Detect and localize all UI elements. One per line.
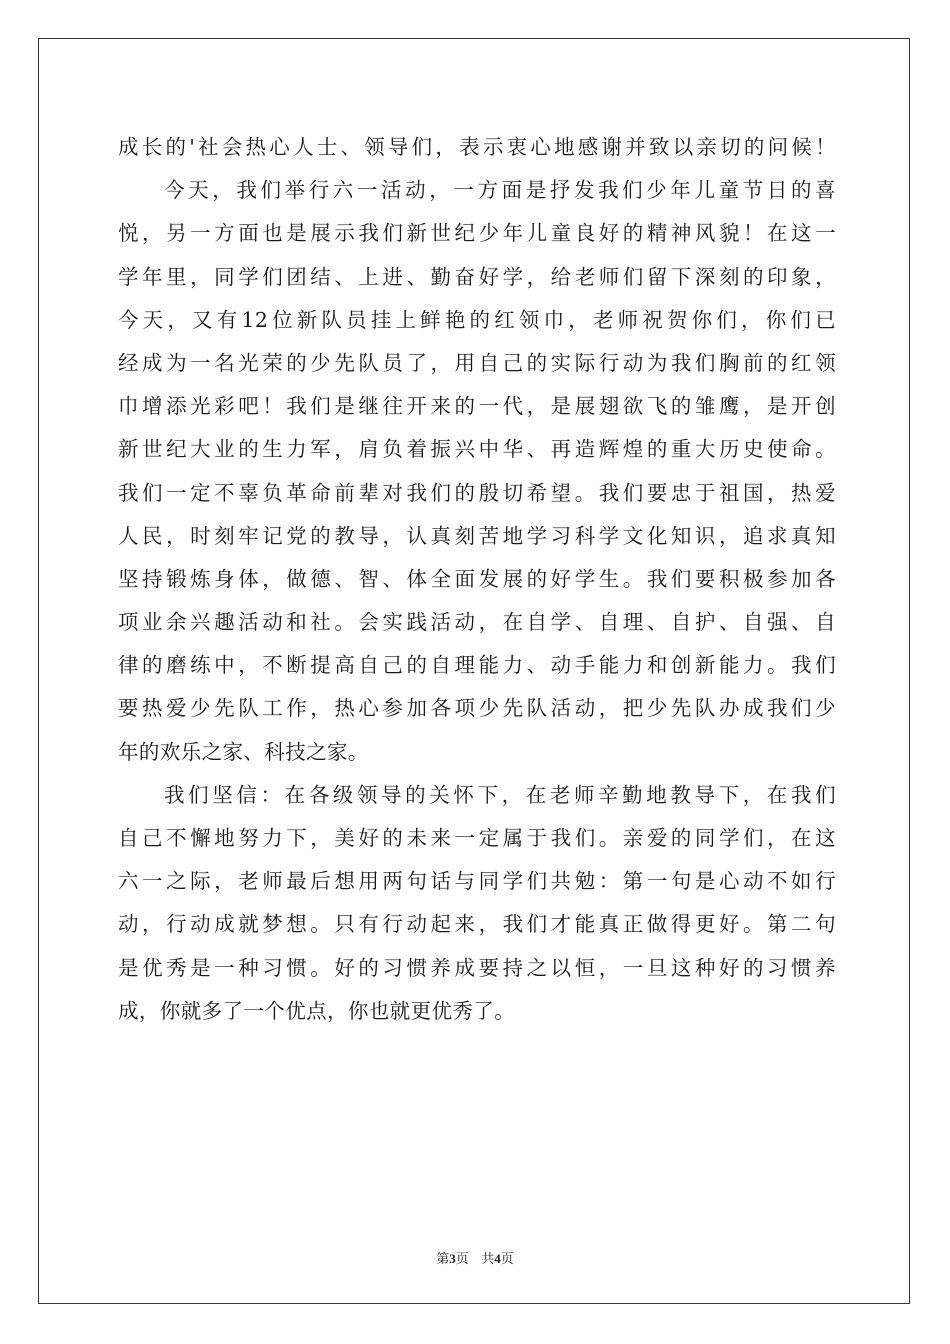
text-line: 要热爱少先队工作，热心参加各项少先队活动，把少先队办成我们少: [118, 696, 836, 721]
text-line: 律的磨练中，不断提高自己的自理能力、动手能力和创新能力。我们: [118, 653, 836, 678]
text-line: 成，你就多了一个优点，你也就更优秀了。: [118, 998, 516, 1023]
text-line: 六一之际，老师最后想用两句话与同学们共勉：第一句是心动不如行: [118, 869, 836, 894]
text-line: 成长的'社会热心人士、领导们，表示衷心地感谢并致以亲切的问候！: [118, 135, 836, 159]
page-number: 3: [449, 1251, 456, 1266]
total-suffix: 页: [500, 1252, 514, 1267]
text-line: 年的欢乐之家、科技之家。: [118, 739, 369, 764]
text-line: 学年里，同学们团结、上进、勤奋好学，给老师们留下深刻的印象，: [118, 264, 836, 289]
text-line: 坚持锻炼身体，做德、智、体全面发展的好学生。我们要积极参加各: [118, 566, 836, 591]
text-line: 我们一定不辜负革命前辈对我们的殷切希望。我们要忠于祖国，热爱: [118, 480, 836, 505]
text-line: 是优秀是一种习惯。好的习惯养成要持之以恒，一旦这种好的习惯养: [118, 955, 836, 980]
page-footer: [0, 1248, 950, 1267]
text-line: 今天，又有12位新队员挂上鲜艳的红领巾，老师祝贺你们，你们已: [118, 307, 836, 332]
text-line: 经成为一名光荣的少先队员了，用自己的实际行动为我们胸前的红领: [118, 350, 836, 375]
total-pages: 4: [494, 1251, 501, 1266]
text-line: 我们坚信：在各级领导的关怀下，在老师辛勤地教导下，在我们: [164, 782, 836, 807]
text-line: 今天，我们举行六一活动，一方面是抒发我们少年儿童节日的喜: [164, 178, 836, 203]
text-line: 自己不懈地努力下，美好的未来一定属于我们。亲爱的同学们，在这: [118, 826, 836, 850]
page-prefix: 第: [436, 1252, 450, 1267]
page-suffix: 页: [455, 1252, 469, 1267]
text-line: 新世纪大业的生力军，肩负着振兴中华、再造辉煌的重大历史使命。: [118, 437, 836, 462]
text-line: 悦，另一方面也是展示我们新世纪少年儿童良好的精神风貌！在这一: [118, 221, 836, 246]
text-line: 人民，时刻牢记党的教导，认真刻苦地学习科学文化知识，追求真知: [118, 523, 836, 548]
text-line: 项业余兴趣活动和社。会实践活动，在自学、自理、自护、自强、自: [118, 610, 836, 635]
document-body: [118, 126, 836, 1033]
total-prefix: 共: [481, 1252, 495, 1267]
text-line: 巾增添光彩吧！我们是继往开来的一代，是展翅欲飞的雏鹰，是开创: [118, 394, 836, 419]
text-line: 动，行动成就梦想。只有行动起来，我们才能真正做得更好。第二句: [118, 912, 836, 937]
